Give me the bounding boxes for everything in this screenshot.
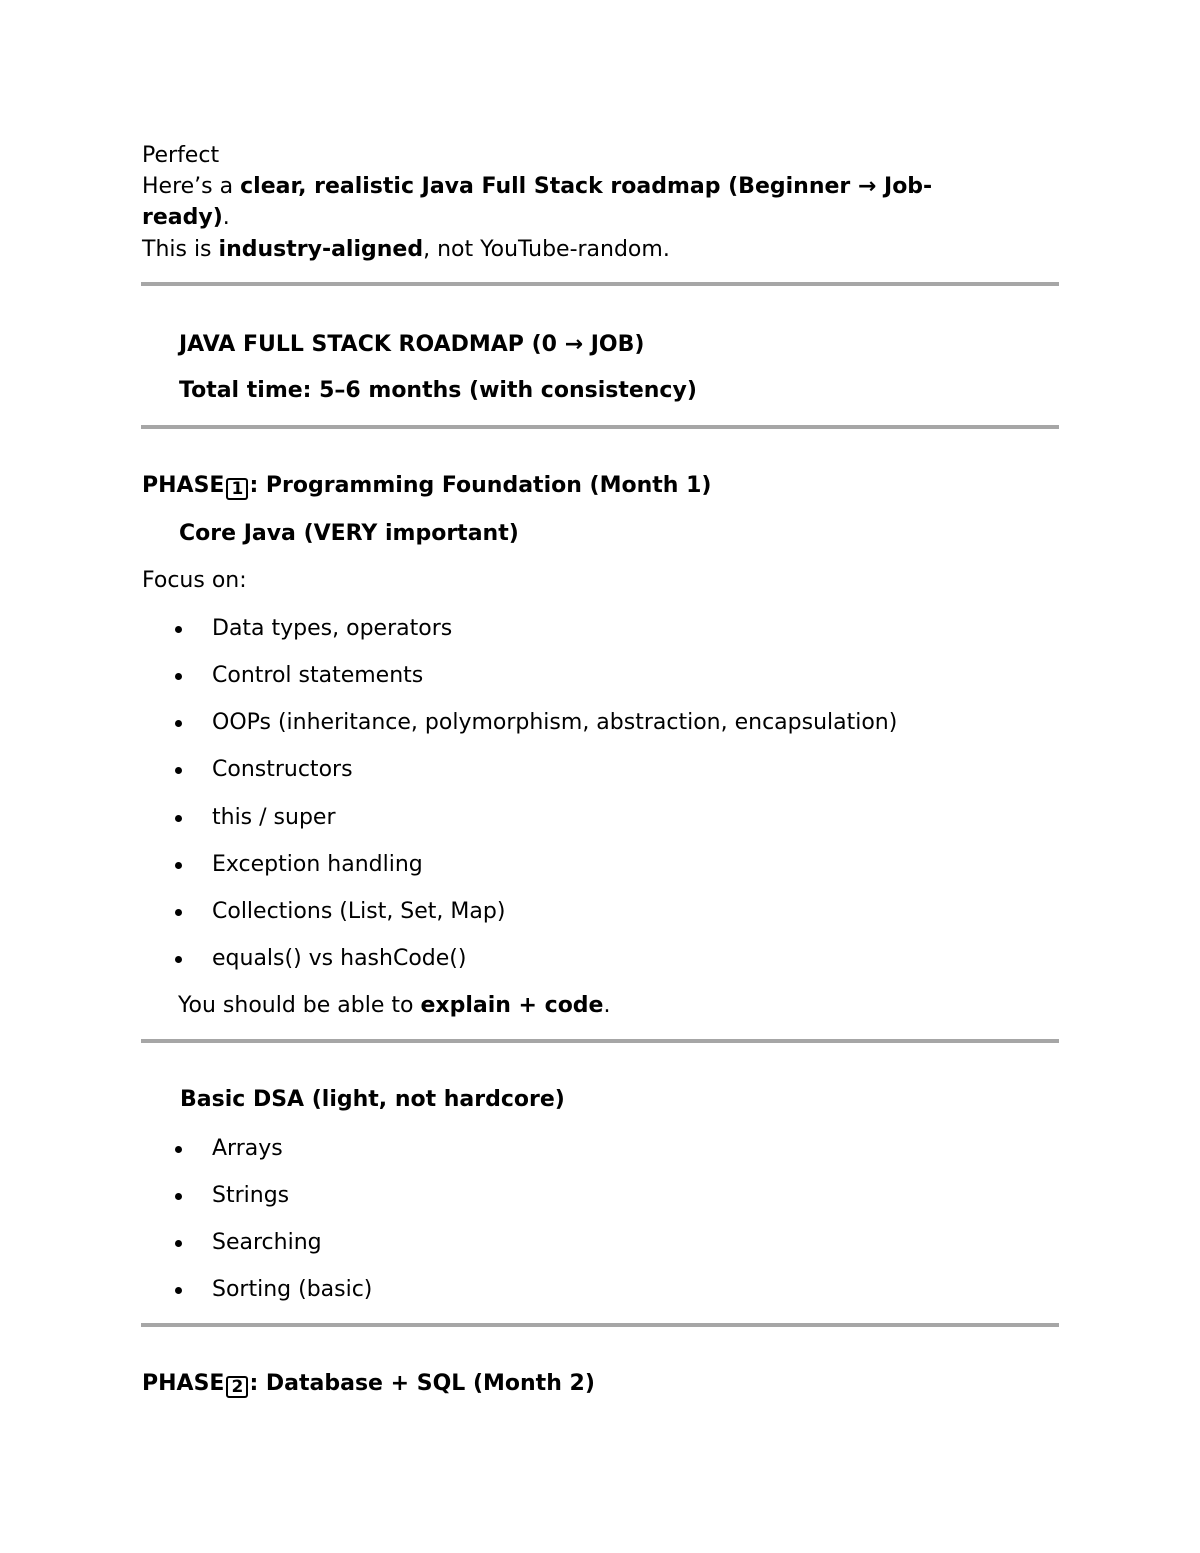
note-post: .: [603, 993, 611, 1018]
intro-line-3-text: .: [222, 205, 230, 230]
intro-line-1: [142, 145, 219, 167]
bullet-icon: [175, 1193, 182, 1200]
list-item-text: Collections (List, Set, Map): [212, 899, 506, 924]
phase-2-label: PHASE: [142, 1371, 225, 1396]
keycap-digit-two-icon: 2: [226, 1376, 248, 1398]
bullet-icon: [175, 1146, 182, 1153]
focus-on-label: Focus on:: [142, 568, 247, 593]
divider: [141, 282, 1059, 286]
intro-perfect-text: Perfect: [142, 143, 220, 168]
phase-1-title: : Programming Foundation (Month 1): [249, 473, 712, 498]
phase-1-label: PHASE: [142, 473, 225, 498]
intro-line-4-pre: This is: [142, 237, 219, 262]
list-item-text: Arrays: [212, 1136, 283, 1161]
list-item-text: this / super: [212, 805, 336, 830]
phase-2-heading: [142, 1373, 595, 1398]
core-java-heading: Core Java (VERY important): [179, 521, 519, 546]
bullet-icon: [175, 767, 182, 774]
list-item-text: Control statements: [212, 663, 424, 688]
intro-line-3: [142, 207, 230, 229]
list-item-text: Sorting (basic): [212, 1277, 373, 1302]
list-item-text: Data types, operators: [212, 616, 453, 641]
list-item-text: Constructors: [212, 757, 353, 782]
core-java-note: [178, 995, 610, 1017]
list-item-text: equals() vs hashCode(): [212, 946, 467, 971]
roadmap-title: JAVA FULL STACK ROADMAP (0 → JOB): [179, 332, 645, 357]
list-item-text: Searching: [212, 1230, 322, 1255]
bullet-icon: [175, 862, 182, 869]
intro-line-4-bold: industry-aligned: [218, 237, 424, 262]
note-bold: explain + code: [420, 993, 604, 1018]
bullet-icon: [175, 673, 182, 680]
bullet-icon: [175, 720, 182, 727]
list-item-text: OOPs (inheritance, polymorphism, abstraction, encapsulation): [212, 710, 898, 735]
list-item-text: Exception handling: [212, 852, 423, 877]
list-item-text: Strings: [212, 1183, 290, 1208]
phase-2-title: : Database + SQL (Month 2): [249, 1371, 595, 1396]
bullet-icon: [175, 1240, 182, 1247]
keycap-digit-one-icon: 1: [226, 478, 248, 500]
roadmap-total-time: Total time: 5–6 months (with consistency): [179, 378, 697, 403]
divider: [141, 1039, 1059, 1043]
intro-line-2-bold: clear, realistic Java Full Stack roadmap (Beginner → Job-: [240, 174, 933, 199]
note-pre: You should be able to: [178, 993, 421, 1018]
intro-line-4-post: , not YouTube-random.: [423, 237, 670, 262]
bullet-icon: [175, 956, 182, 963]
divider: [141, 425, 1059, 429]
intro-line-4: [142, 239, 670, 261]
phase-1-heading: [142, 475, 711, 500]
bullet-icon: [175, 626, 182, 633]
divider: [141, 1323, 1059, 1327]
bullet-icon: [175, 909, 182, 916]
intro-line-2: [142, 176, 932, 198]
dsa-heading: Basic DSA (light, not hardcore): [180, 1087, 565, 1112]
intro-line-3-bold: ready): [142, 205, 223, 230]
bullet-icon: [175, 1287, 182, 1294]
intro-line-2-text: Here’s a: [142, 174, 241, 199]
bullet-icon: [175, 815, 182, 822]
